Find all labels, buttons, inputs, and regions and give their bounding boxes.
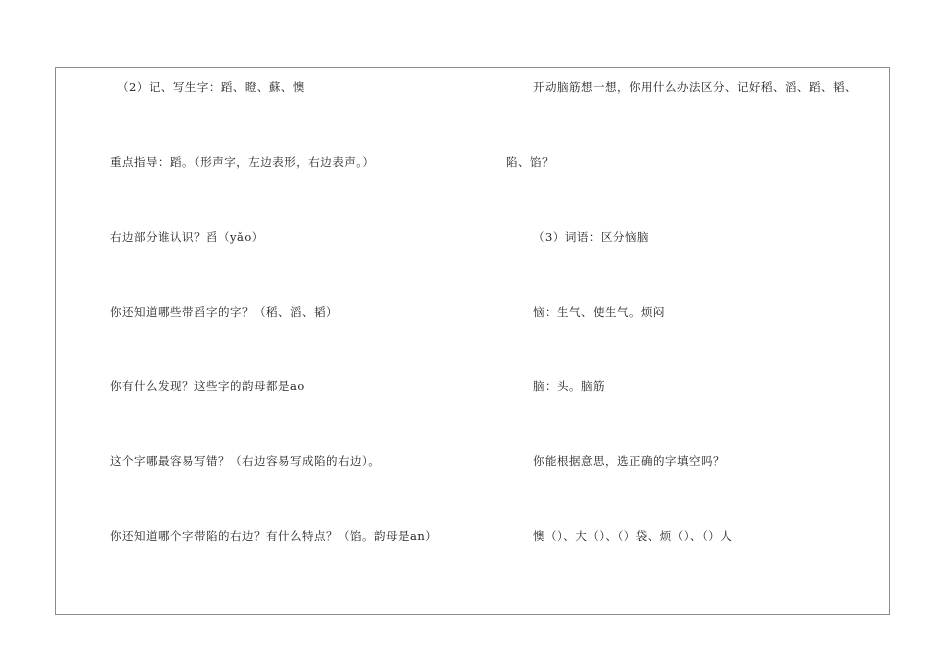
right-line-4: 恼：生气、使生气。烦闷 <box>533 305 665 319</box>
right-line-5: 脑：头。脑筋 <box>533 379 605 393</box>
left-line-7: 你还知道哪个字带陷的右边？有什么特点？（馅。韵母是an） <box>110 529 438 543</box>
left-line-5: 你有什么发现？这些字的韵母都是ao <box>110 379 305 393</box>
left-line-1: （2）记、写生字：蹈、瞪、蘇、懊 <box>117 80 305 94</box>
left-line-6: 这个字哪最容易写错？（右边容易写成陷的右边）。 <box>110 454 381 468</box>
right-line-7: 懊（）、大（）、（）袋、烦（）、（）人 <box>533 529 733 543</box>
left-line-2: 重点指导：蹈。（形声字，左边表形，右边表声。） <box>110 155 375 169</box>
right-line-6: 你能根据意思，选正确的字填空吗？ <box>533 454 725 468</box>
right-line-3: （3）词语：区分恼脑 <box>533 230 649 244</box>
left-line-4: 你还知道哪些带舀字的字？（稻、滔、韬） <box>110 305 338 319</box>
left-line-3: 右边部分谁认识？舀（yǎo） <box>110 230 264 244</box>
right-line-1: 开动脑筋想一想，你用什么办法区分、记好稻、滔、蹈、韬、 <box>533 80 857 94</box>
right-line-2: 陷、馅？ <box>506 155 554 169</box>
